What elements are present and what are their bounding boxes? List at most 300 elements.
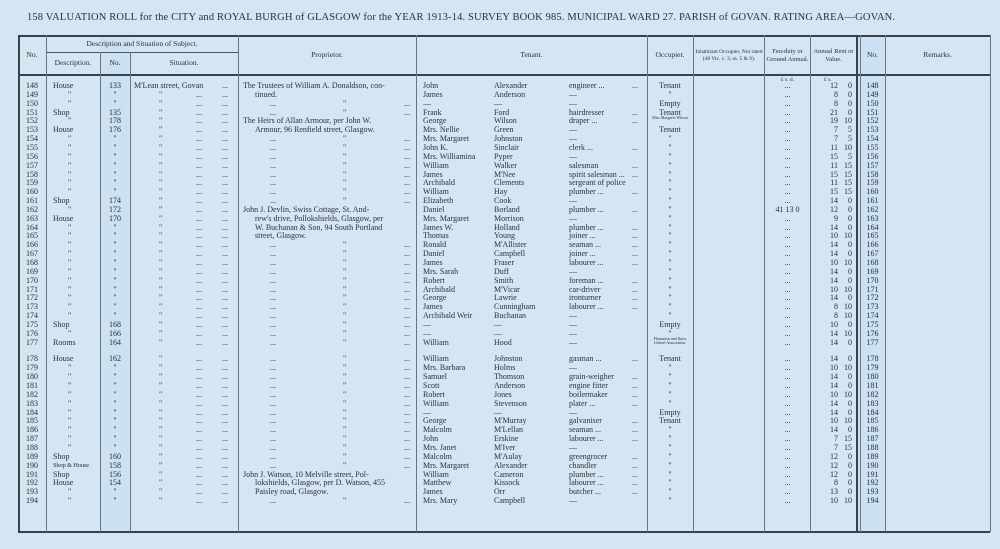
tenant-first-name: Ronald [423,240,447,250]
occupation-dots: ... [632,258,638,267]
situation-dots: ... [196,469,202,479]
tenant-surname: M'Vicar [494,284,520,294]
rent-pounds: 14 [830,222,838,232]
situation-dots: ... [196,178,202,188]
description: " [68,160,72,170]
proprietor-ditto: " [343,266,347,276]
header-inhabitant-occupier: Inhabitant Occupier, Not rated (48 Vic. c. 3, ss. 5 & 9). [695,49,763,62]
tenant-surname: Johnston [494,354,523,364]
situation-dots: ... [222,337,228,347]
proprietor-dots: ... [270,302,276,312]
row-number: 164 [26,222,38,232]
tenant-surname: Kissock [494,478,520,488]
feu-duty: ... [784,469,791,479]
tenant-surname: Wilson [494,116,517,126]
situation-dots: ... [222,354,228,364]
rent-pounds: 21 [830,107,838,117]
tenant-surname: M'Nee [494,169,516,179]
header-number: No. [109,57,121,67]
description: " [68,240,72,250]
header-no-right: No. [866,50,879,60]
feu-duty: ... [784,337,791,347]
tenant-surname: M'Lellan [494,425,523,435]
situation-dots: ... [222,478,228,488]
description: " [68,398,72,408]
description: " [68,328,72,338]
rent-shillings: 10 [844,363,852,373]
proprietor-dots: ... [270,434,276,444]
rent-shillings: 10 [844,142,852,152]
situation-dots: ... [222,389,228,399]
situation-dots: ... [196,363,202,373]
proprietor: lokshields, Glasgow, per D. Watson, 455 [255,478,386,488]
column-rule [238,35,239,532]
situation-dots: ... [222,302,228,312]
situation-dots: ... [222,487,228,497]
occupier: " [668,460,672,470]
row-number-right: 152 [866,116,879,126]
situation-ditto: " [159,363,163,373]
occupation-dots: ... [632,284,638,294]
proprietor: W. Buchanan & Son, 94 South Portland [255,222,383,232]
tenant-first-name: George [423,416,447,426]
occupier: " [668,363,672,373]
tenant-first-name: William [423,187,449,197]
row-number: 171 [26,284,38,294]
situation: M'Lean street, Govan [134,81,204,90]
feu-duty: ... [784,372,791,382]
rent-shillings: 10 [844,302,852,312]
tenant-first-name: Mrs. Sarah [423,266,459,276]
proprietor-dots: ... [404,134,410,144]
situation-dots: ... [196,478,202,488]
feu-duty: ... [784,116,791,126]
description: Shop [53,196,70,206]
situation-ditto: " [159,222,163,232]
proprietor-dots: ... [404,275,410,285]
situation-dots: ... [196,266,202,276]
description: " [68,231,72,241]
proprietor-dots: ... [404,363,410,373]
rent-shillings: 10 [844,284,852,294]
rent-pounds: 11 [830,142,838,152]
feu-duty: ... [784,98,791,108]
tenant-surname: Johnston [494,134,523,144]
description: " [68,487,72,497]
proprietor: John J. Watson, 10 Melville street, Pol- [243,469,369,479]
rent-pounds: 10 [830,389,838,399]
row-number-right: 160 [866,187,879,197]
row-number-right: 166 [866,240,879,250]
occupier: " [668,151,672,161]
proprietor-ditto: " [343,151,347,161]
rent-pounds: 14 [830,372,838,382]
column-rule [990,35,991,532]
rent-pounds: 14 [830,266,838,276]
row-number: 169 [26,266,38,276]
proprietor-dots: ... [270,249,276,259]
row-number: 170 [26,275,38,285]
tenant-occupation: engine fitter [569,381,608,390]
feu-units: £ s. d. [780,77,795,83]
occupation-dots: ... [632,460,638,470]
rent-shillings: 10 [844,311,852,321]
occupier: " [668,231,672,241]
description: " [68,302,72,312]
tenant-surname: Borland [494,204,520,214]
tenant-surname: Cunningham [494,302,536,312]
occupier: " [668,372,672,382]
row-number: 178 [26,354,38,364]
proprietor: Armour, 96 Renfield street, Glasgow. [255,125,375,135]
tenant-surname: Anderson [494,381,526,390]
rent-pounds: 7 [834,442,838,452]
feu-duty: ... [784,389,791,399]
house-number: " [113,266,117,276]
house-number: " [113,389,117,399]
rent-shillings: 10 [844,116,852,126]
situation-ditto: " [159,407,163,417]
proprietor-dots: ... [270,496,276,506]
situation-dots: ... [196,451,202,461]
proprietor-ditto: " [343,142,347,152]
tenant-surname: — [494,407,502,417]
proprietor-dots: ... [404,107,410,117]
proprietor-ditto: " [343,416,347,426]
tenant-occupation: foreman ... [569,275,604,285]
situation-ditto: " [159,89,163,99]
tenant-first-name: Mrs. Margaret [423,134,470,144]
rent-pounds: 10 [830,363,838,373]
tenant-first-name: — [423,328,431,338]
row-number: 187 [26,434,38,444]
row-number: 153 [26,125,38,135]
occupation-dots: ... [632,222,638,232]
occupation-dots: ... [632,425,638,435]
house-number: 160 [109,451,121,461]
tenant-surname: M'Murray [494,416,527,426]
rent-pounds: 13 [830,487,838,497]
tenant-occupation: labourer ... [569,434,604,444]
situation-dots: ... [222,231,228,241]
description: House [53,213,74,223]
rent-shillings: 0 [848,381,852,390]
proprietor-ditto: " [343,372,347,382]
header-situation: Situation. [169,57,199,67]
tenant-occupation: galvaniser [569,416,602,426]
situation-dots: ... [196,98,202,108]
proprietor-dots: ... [404,434,410,444]
situation-dots: ... [196,328,202,338]
row-number: 151 [26,107,38,117]
situation-dots: ... [196,222,202,232]
description: " [68,407,72,417]
rent-pounds: 7 [834,134,838,144]
row-number-right: 157 [866,160,879,170]
rent-pounds: 8 [834,478,838,488]
proprietor-ditto: " [343,258,347,267]
proprietor-dots: ... [270,107,276,117]
tenant-surname: Pyper [494,151,513,161]
situation-ditto: " [159,460,163,470]
tenant-first-name: — [423,98,431,108]
tenant-first-name: Robert [423,389,445,399]
row-number: 161 [26,196,38,206]
occupier: " [668,496,672,506]
feu-duty: 41 13 0 [775,204,800,214]
rent-pounds: 11 [830,160,838,170]
situation-ditto: " [159,258,163,267]
row-number-right: 173 [866,302,879,312]
rent-pounds: 9 [834,213,838,223]
rent-pounds: 10 [830,416,838,426]
rent-pounds: 14 [830,381,838,390]
situation-ditto: " [159,442,163,452]
tenant-surname: Young [494,231,515,241]
row-number-right: 163 [866,213,879,223]
tenant-occupation: engineer ... [569,81,605,90]
tenant-occupation: plumber ... [569,222,604,232]
house-number: " [113,434,117,444]
proprietor-dots: ... [270,407,276,417]
rent-shillings: 0 [848,451,852,461]
house-number: " [113,187,117,197]
tenant-first-name: Mrs. Margaret [423,213,470,223]
rent-shillings: 0 [848,372,852,382]
description: " [68,249,72,259]
occupation-dots: ... [632,160,638,170]
rent-shillings: 0 [848,469,852,479]
row-number: 175 [26,319,38,329]
house-number: " [113,134,117,144]
header-remarks: Remarks. [923,50,952,60]
rent-pounds: 14 [830,293,838,303]
description: " [68,381,72,390]
occupier: " [668,134,672,144]
situation-dots: ... [196,460,202,470]
tenant-first-name: Thomas [423,231,449,241]
proprietor-ditto: " [343,187,347,197]
rent-shillings: 0 [848,275,852,285]
house-number: " [113,169,117,179]
tenant-surname: — [494,319,502,329]
description: " [68,187,72,197]
situation-ditto: " [159,451,163,461]
rent-pounds: 14 [830,196,838,206]
tenant-occupation: — [569,213,577,223]
tenant-surname: Jones [494,389,512,399]
row-number: 192 [26,478,38,488]
occupier: " [668,302,672,312]
tenant-first-name: Archibald [423,284,455,294]
rent-pounds: 12 [830,469,838,479]
situation-dots: ... [222,98,228,108]
row-number: 156 [26,151,38,161]
row-number: 183 [26,398,38,408]
proprietor-dots: ... [404,187,410,197]
row-number: 190 [26,460,38,470]
occupation-dots: ... [632,372,638,382]
proprietor-dots: ... [404,425,410,435]
proprietor-ditto: " [343,98,347,108]
tenant-surname: Orr [494,487,506,497]
rent-shillings: 5 [848,151,852,161]
proprietor-dots: ... [404,354,410,364]
description: " [68,275,72,285]
tenant-first-name: James [423,169,443,179]
proprietor-ditto: " [343,389,347,399]
feu-duty: ... [784,266,791,276]
rent-shillings: 10 [844,416,852,426]
house-number: " [113,372,117,382]
situation-dots: ... [196,372,202,382]
row-number-right: 177 [866,337,879,347]
feu-duty: ... [784,178,791,188]
proprietor-dots: ... [270,284,276,294]
rent-pounds: 10 [830,258,838,267]
header-description: Description. [54,57,92,67]
proprietor-ditto: " [343,442,347,452]
rent-pounds: 14 [830,328,838,338]
occupation-dots: ... [632,187,638,197]
row-number-right: 189 [866,451,879,461]
situation-dots: ... [222,372,228,382]
occupier: " [668,213,672,223]
column-rule [130,52,131,532]
occupier: " [668,381,672,390]
proprietor-dots: ... [404,372,410,382]
row-number-right: 178 [866,354,879,364]
house-number: 172 [109,204,121,214]
rent-shillings: 0 [848,407,852,417]
situation-dots: ... [222,89,228,99]
tenant-first-name: Mrs. Barbara [423,363,466,373]
tenant-surname: Campbell [494,249,526,259]
occupier: Tenant [659,125,681,135]
proprietor-ditto: " [343,496,347,506]
occupation-dots: ... [632,81,638,90]
tenant-surname: Fraser [494,258,514,267]
rent-shillings: 0 [848,478,852,488]
tenant-occupation: joiner ... [569,249,596,259]
occupier: " [668,169,672,179]
situation-ditto: " [159,478,163,488]
feu-duty: ... [784,231,791,241]
house-number: 174 [109,196,121,206]
proprietor-dots: ... [404,311,410,321]
description: " [68,293,72,303]
house-number: " [113,98,117,108]
rent-shillings: 15 [844,178,852,188]
row-number: 185 [26,416,38,426]
occupier: " [668,478,672,488]
situation-dots: ... [196,293,202,303]
situation-dots: ... [222,416,228,426]
feu-duty: ... [784,478,791,488]
situation-dots: ... [222,451,228,461]
situation-ditto: " [159,142,163,152]
tenant-occupation: — [569,363,577,373]
situation-ditto: " [159,98,163,108]
description: " [68,363,72,373]
situation-ditto: " [159,311,163,321]
row-number-right: 161 [866,196,879,206]
proprietor-dots: ... [270,240,276,250]
row-number-right: 155 [866,142,879,152]
proprietor-dots: ... [404,389,410,399]
situation-ditto: " [159,302,163,312]
situation-dots: ... [196,169,202,179]
proprietor-dots: ... [270,425,276,435]
occupier: " [668,311,672,321]
situation-dots: ... [222,258,228,267]
house-number: 154 [109,478,121,488]
occupier: " [668,160,672,170]
description: " [68,266,72,276]
house-number: " [113,487,117,497]
tenant-occupation: labourer ... [569,302,604,312]
situation-dots: ... [222,240,228,250]
proprietor-dots: ... [270,98,276,108]
situation-dots: ... [196,302,202,312]
rent-shillings: 0 [848,196,852,206]
proprietor-ditto: " [343,398,347,408]
occupation-dots: ... [632,142,638,152]
row-number-right: 185 [866,416,879,426]
description: " [68,89,72,99]
tenant-first-name: Elizabeth [423,196,454,206]
rent-pounds: 14 [830,407,838,417]
tenant-occupation: — [569,311,577,321]
occupation-dots: ... [632,469,638,479]
tenant-first-name: Mrs. Williamina [423,151,476,161]
occupier: Miss Margaret Wilson [652,115,688,121]
situation-ditto: " [159,249,163,259]
row-number: 177 [26,337,38,347]
house-number: " [113,293,117,303]
feu-duty: ... [784,487,791,497]
occupier: Empty [659,319,681,329]
row-number: 168 [26,258,38,267]
situation-dots: ... [196,496,202,506]
description: Rooms [53,337,76,347]
situation-dots: ... [222,169,228,179]
tenant-first-name: William [423,160,449,170]
occupier: " [668,434,672,444]
feu-duty: ... [784,169,791,179]
rent-units: £ s. [824,77,832,83]
situation-dots: ... [196,125,202,135]
occupation-dots: ... [632,204,638,214]
situation-dots: ... [222,311,228,321]
situation-ditto: " [159,125,163,135]
proprietor-dots: ... [404,258,410,267]
situation-dots: ... [196,249,202,259]
rent-shillings: 15 [844,187,852,197]
situation-dots: ... [222,293,228,303]
occupation-dots: ... [632,249,638,259]
row-number: 163 [26,213,38,223]
situation-ditto: " [159,496,163,506]
feu-duty: ... [784,142,791,152]
situation-dots: ... [196,442,202,452]
occupation-dots: ... [632,240,638,250]
proprietor: John J. Devlin, Swiss Cottage, St. And- [243,204,370,214]
tenant-occupation: plumber ... [569,204,604,214]
row-number: 157 [26,160,38,170]
house-number: " [113,89,117,99]
proprietor-ditto: " [343,460,347,470]
